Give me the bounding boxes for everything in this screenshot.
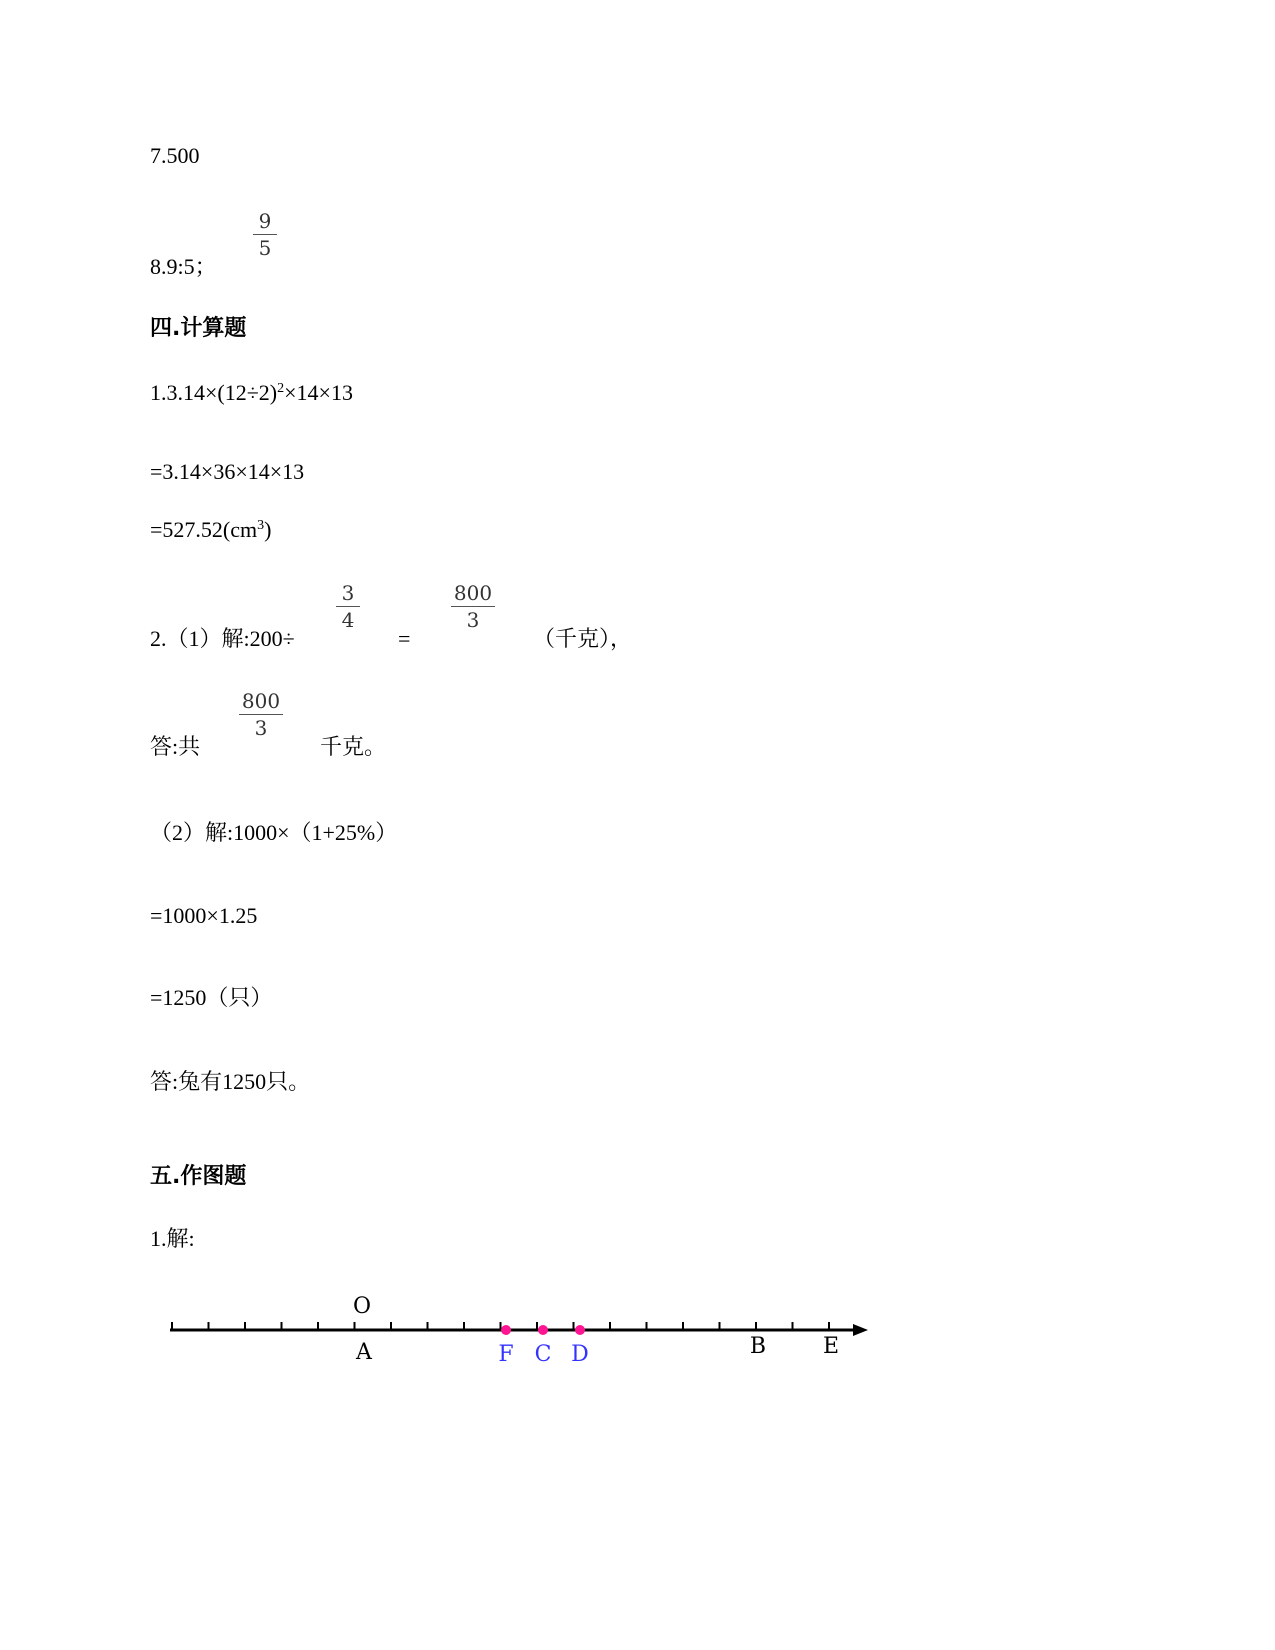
calc-1-expr-b: ×14×13 (284, 380, 353, 405)
calc-1-result-b: ) (264, 517, 272, 542)
calc-2-2-line-1: （2）解:1000×（1+25%） (150, 820, 398, 845)
fraction-numerator: 3 (341, 581, 355, 605)
fraction-denominator: 3 (466, 608, 480, 632)
fraction-800-3-answer (239, 690, 283, 739)
label-d: D (571, 1342, 589, 1367)
calc-2-2-line-2: =1000×1.25 (150, 903, 258, 928)
calc-1-line-1 (150, 380, 353, 406)
calc-2-2-answer: 答:兔有1250只。 (150, 1069, 311, 1094)
answer-8: 8.9:5； (150, 254, 217, 279)
fraction-numerator: 9 (258, 209, 272, 233)
calc-1-line-3 (150, 517, 271, 543)
point-d (575, 1325, 585, 1335)
fraction-numerator: 800 (241, 689, 281, 713)
calc-1-exponent: 2 (277, 381, 285, 396)
label-a: A (356, 1340, 372, 1365)
arrow-head-icon (853, 1324, 868, 1336)
point-f (501, 1325, 511, 1335)
fraction-denominator: 4 (341, 608, 355, 632)
calc-2-1-prefix: 2.（1）解:200÷ (150, 626, 295, 651)
section-4-title: 四.计算题 (150, 316, 247, 341)
label-e: E (822, 1334, 840, 1359)
label-c: C (534, 1342, 552, 1367)
calc-2-2-line-3: =1250（只） (150, 985, 273, 1010)
fraction-denominator: 3 (254, 716, 268, 740)
fraction-800-3 (451, 582, 495, 631)
fraction-bar (239, 714, 283, 715)
equals-sign: = (398, 626, 411, 651)
fraction-3-4 (336, 582, 360, 631)
section-5-title: 五.作图题 (150, 1164, 247, 1189)
label-o: O (352, 1294, 372, 1319)
number-line (160, 1285, 880, 1395)
answer-7: 7.500 (150, 143, 200, 168)
fraction-bar (253, 234, 277, 235)
calc-1-unit-exponent: 3 (257, 518, 265, 533)
fraction-bar (336, 606, 360, 607)
fraction-bar (451, 606, 495, 607)
label-b: B (749, 1334, 767, 1359)
calc-1-result-a: =527.52(cm (150, 517, 258, 542)
fraction-9-5 (253, 210, 277, 259)
point-c (538, 1325, 548, 1335)
calc-2-1-answer-prefix: 答:共 (150, 734, 201, 759)
unit-kg: （千克）， (533, 626, 633, 651)
calc-2-1-answer-suffix: 千克。 (320, 734, 387, 759)
calc-1-expr-a: 1.3.14×(12÷2) (150, 380, 278, 405)
label-f: F (498, 1342, 514, 1367)
calc-1-line-2: =3.14×36×14×13 (150, 459, 305, 484)
fraction-numerator: 800 (453, 581, 493, 605)
draw-1-label: 1.解: (150, 1226, 195, 1251)
fraction-denominator: 5 (258, 236, 272, 260)
